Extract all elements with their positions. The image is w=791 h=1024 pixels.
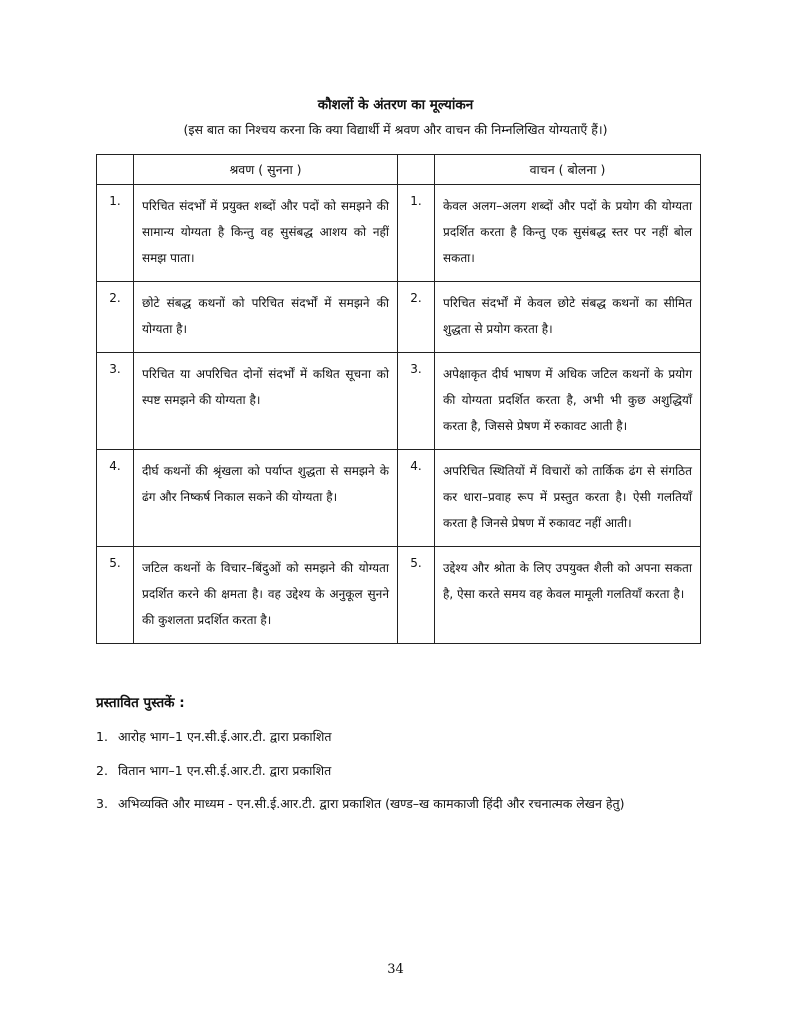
list-item xyxy=(96,762,625,796)
list-item xyxy=(96,728,625,762)
row-number: 5. xyxy=(97,547,134,644)
list-item-number: 1. xyxy=(96,729,108,744)
table-row xyxy=(97,282,701,353)
listening-cell: दीर्घ कथनों की श्रृंखला को पर्याप्त शुद्धता से समझने के ढंग और निष्कर्ष निकाल सकने की योग्यता है। xyxy=(134,450,398,547)
page-title: कौशलों के अंतरण का मूल्यांकन xyxy=(317,97,474,113)
list-item-number: 3. xyxy=(96,796,108,811)
table-row xyxy=(97,450,701,547)
row-number: 2. xyxy=(398,282,435,353)
header-listening: श्रवण ( सुनना ) xyxy=(134,155,398,185)
table-row xyxy=(97,547,701,644)
listening-cell: जटिल कथनों के विचार–बिंदुओं को समझने की योग्यता प्रदर्शित करने की क्षमता है। वह उद्देश्य के अनुकूल सुनने की कुशलता प्रदर्शित करता है। xyxy=(134,547,398,644)
list-item-text: आरोह भाग–1 एन.सी.ई.आर.टी. द्वारा प्रकाशित xyxy=(118,729,332,744)
list-item-text: वितान भाग–1 एन.सी.ई.आर.टी. द्वारा प्रकाशित xyxy=(118,762,332,778)
listening-cell: छोटे संबद्ध कथनों को परिचित संदर्भों में समझने की योग्यता है। xyxy=(134,282,398,353)
table-row xyxy=(97,353,701,450)
row-number: 3. xyxy=(97,353,134,450)
row-number: 3. xyxy=(398,353,435,450)
skills-table xyxy=(96,154,701,644)
row-number: 2. xyxy=(97,282,134,353)
page-number: 34 xyxy=(387,962,404,977)
books-list xyxy=(96,728,625,829)
row-number: 4. xyxy=(97,450,134,547)
list-item xyxy=(96,795,625,829)
page-subtitle: (इस बात का निश्चय करना कि क्या विद्यार्थी में श्रवण और वाचन की निम्नलिखित योग्यताएँ हैं।) xyxy=(183,122,608,137)
list-item-text: अभिव्यक्ति और माध्यम - एन.सी.ई.आर.टी. द्वारा प्रकाशित (खण्ड–ख कामकाजी हिंदी और रचनात्मक लेखन हेतु) xyxy=(118,796,625,811)
list-item-number: 2. xyxy=(96,762,108,778)
row-number: 1. xyxy=(398,185,435,282)
speaking-cell: अपेक्षाकृत दीर्घ भाषण में अधिक जटिल कथनों के प्रयोग की योग्यता प्रदर्शित करता है, अभी भी कुछ अशुद्धियाँ करता है, जिससे प्रेषण में रुकावट आती है। xyxy=(435,353,701,450)
table-header-row xyxy=(97,155,701,185)
books-heading: प्रस्तावित पुस्तकें : xyxy=(96,695,185,711)
header-speaking: वाचन ( बोलना ) xyxy=(435,155,701,185)
row-number: 4. xyxy=(398,450,435,547)
speaking-cell: अपरिचित स्थितियों में विचारों को तार्किक ढंग से संगठित कर धारा–प्रवाह रूप में प्रस्तुत करता है। ऐसी गलतियाँ करता है जिनसे प्रेषण में रुकावट नहीं आती। xyxy=(435,450,701,547)
listening-cell: परिचित संदर्भों में प्रयुक्त शब्दों और पदों को समझने की सामान्य योग्यता है किन्तु वह सुसंबद्ध आशय को नहीं समझ पाता। xyxy=(134,185,398,282)
row-number: 5. xyxy=(398,547,435,644)
header-empty-cell xyxy=(398,155,435,185)
header-empty-cell xyxy=(97,155,134,185)
speaking-cell: केवल अलग–अलग शब्दों और पदों के प्रयोग की योग्यता प्रदर्शित करता है किन्तु एक सुसंबद्ध स्तर पर नहीं बोल सकता। xyxy=(435,185,701,282)
speaking-cell: परिचित संदर्भों में केवल छोटे संबद्ध कथनों का सीमित शुद्धता से प्रयोग करता है। xyxy=(435,282,701,353)
speaking-cell: उद्देश्य और श्रोता के लिए उपयुक्त शैली को अपना सकता है, ऐसा करते समय वह केवल मामूली गलतियाँ करता है। xyxy=(435,547,701,644)
table-row xyxy=(97,185,701,282)
row-number: 1. xyxy=(97,185,134,282)
listening-cell: परिचित या अपरिचित दोनों संदर्भों में कथित सूचना को स्पष्ट समझने की योग्यता है। xyxy=(134,353,398,450)
